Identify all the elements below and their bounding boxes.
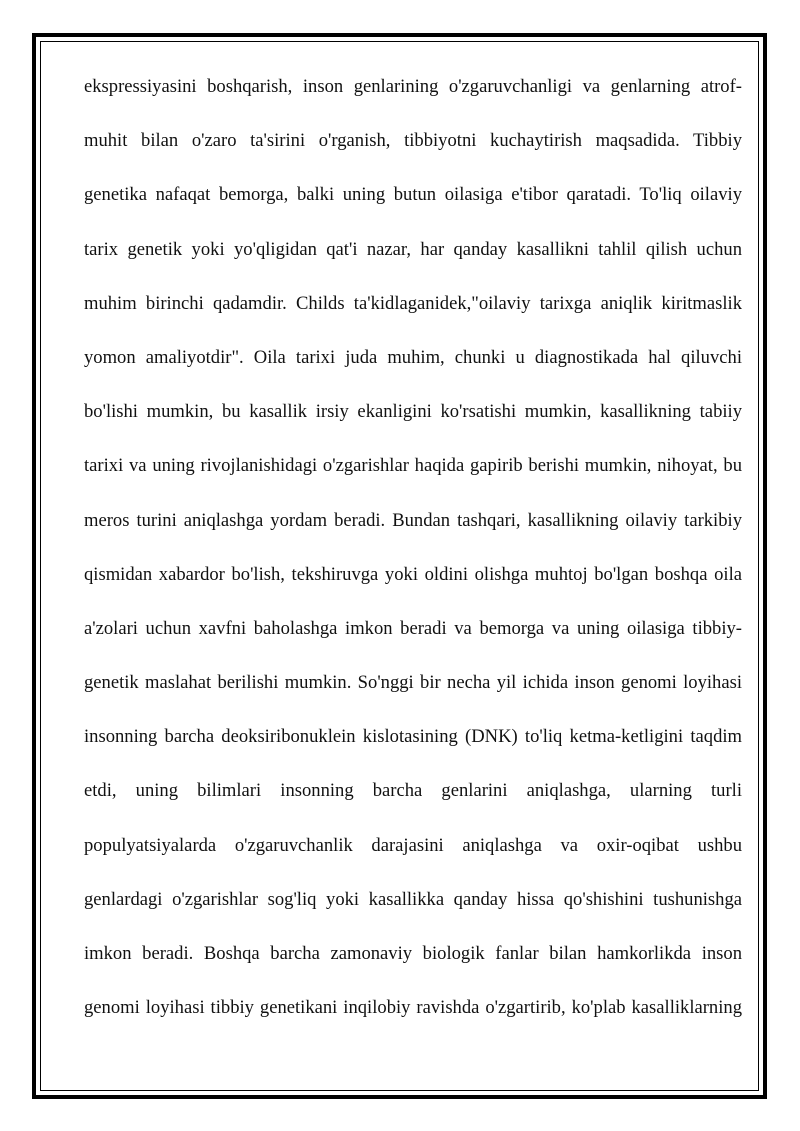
document-body xyxy=(84,68,742,1043)
text-line: imkon beradi. Boshqa barcha zamonaviy biologik fanlar bilan hamkorlikda inson xyxy=(84,943,742,964)
text-line: tarixi va uning rivojlanishidagi o'zgarishlar haqida gapirib berishi mumkin, nihoyat, bu xyxy=(84,455,742,477)
text-line: genetika nafaqat bemorga, balki uning butun oilasiga e'tibor qaratadi. To'liq oilaviy xyxy=(84,184,742,206)
text-line: populyatsiyalarda o'zgaruvchanlik darajasini aniqlashga va oxir-oqibat ushbu xyxy=(84,834,742,856)
text-line: genetik maslahat berilishi mumkin. So'nggi bir necha yil ichida inson genomi loyihasi xyxy=(84,672,742,694)
text-line: etdi, uning bilimlari insonning barcha genlarini aniqlashga, ularning turli xyxy=(84,780,742,802)
text-line: genlardagi o'zgarishlar sog'liq yoki kasallikka qanday hissa qo'shishini tushunishga xyxy=(84,888,742,910)
text-line: qismidan xabardor bo'lish, tekshiruvga yoki oldini olishga muhtoj bo'lgan boshqa oila xyxy=(84,563,742,585)
text-line: genomi loyihasi tibbiy genetikani inqilobiy ravishda o'zgartirib, ko'plab kasalliklarning xyxy=(84,997,742,1019)
text-line: a'zolari uchun xavfni baholashga imkon beradi va bemorga va uning oilasiga tibbiy- xyxy=(84,617,742,639)
text-line: yomon amaliyotdir". Oila tarixi juda muhim, chunki u diagnostikada hal qiluvchi xyxy=(84,346,742,368)
text-line: insonning barcha deoksiribonuklein kislotasining (DNK) to'liq ketma-ketligini taqdim xyxy=(84,726,742,748)
text-line: muhim birinchi qadamdir. Childs ta'kidlaganidek,"oilaviy tarixga aniqlik kiritmaslik xyxy=(84,292,742,314)
text-line: ekspressiyasini boshqarish, inson genlarining o'zgaruvchanligi va genlarning atrof- xyxy=(84,76,742,97)
text-line: meros turini aniqlashga yordam beradi. Bundan tashqari, kasallikning oilaviy tarkibiy xyxy=(84,509,742,531)
text-line: bo'lishi mumkin, bu kasallik irsiy ekanligini ko'rsatishi mumkin, kasallikning tabiiy xyxy=(84,401,742,423)
text-line: muhit bilan o'zaro ta'sirini o'rganish, tibbiyotni kuchaytirish maqsadida. Tibbiy xyxy=(84,130,742,152)
text-line: tarix genetik yoki yo'qligidan qat'i nazar, har qanday kasallikni tahlil qilish uchun xyxy=(84,238,742,260)
